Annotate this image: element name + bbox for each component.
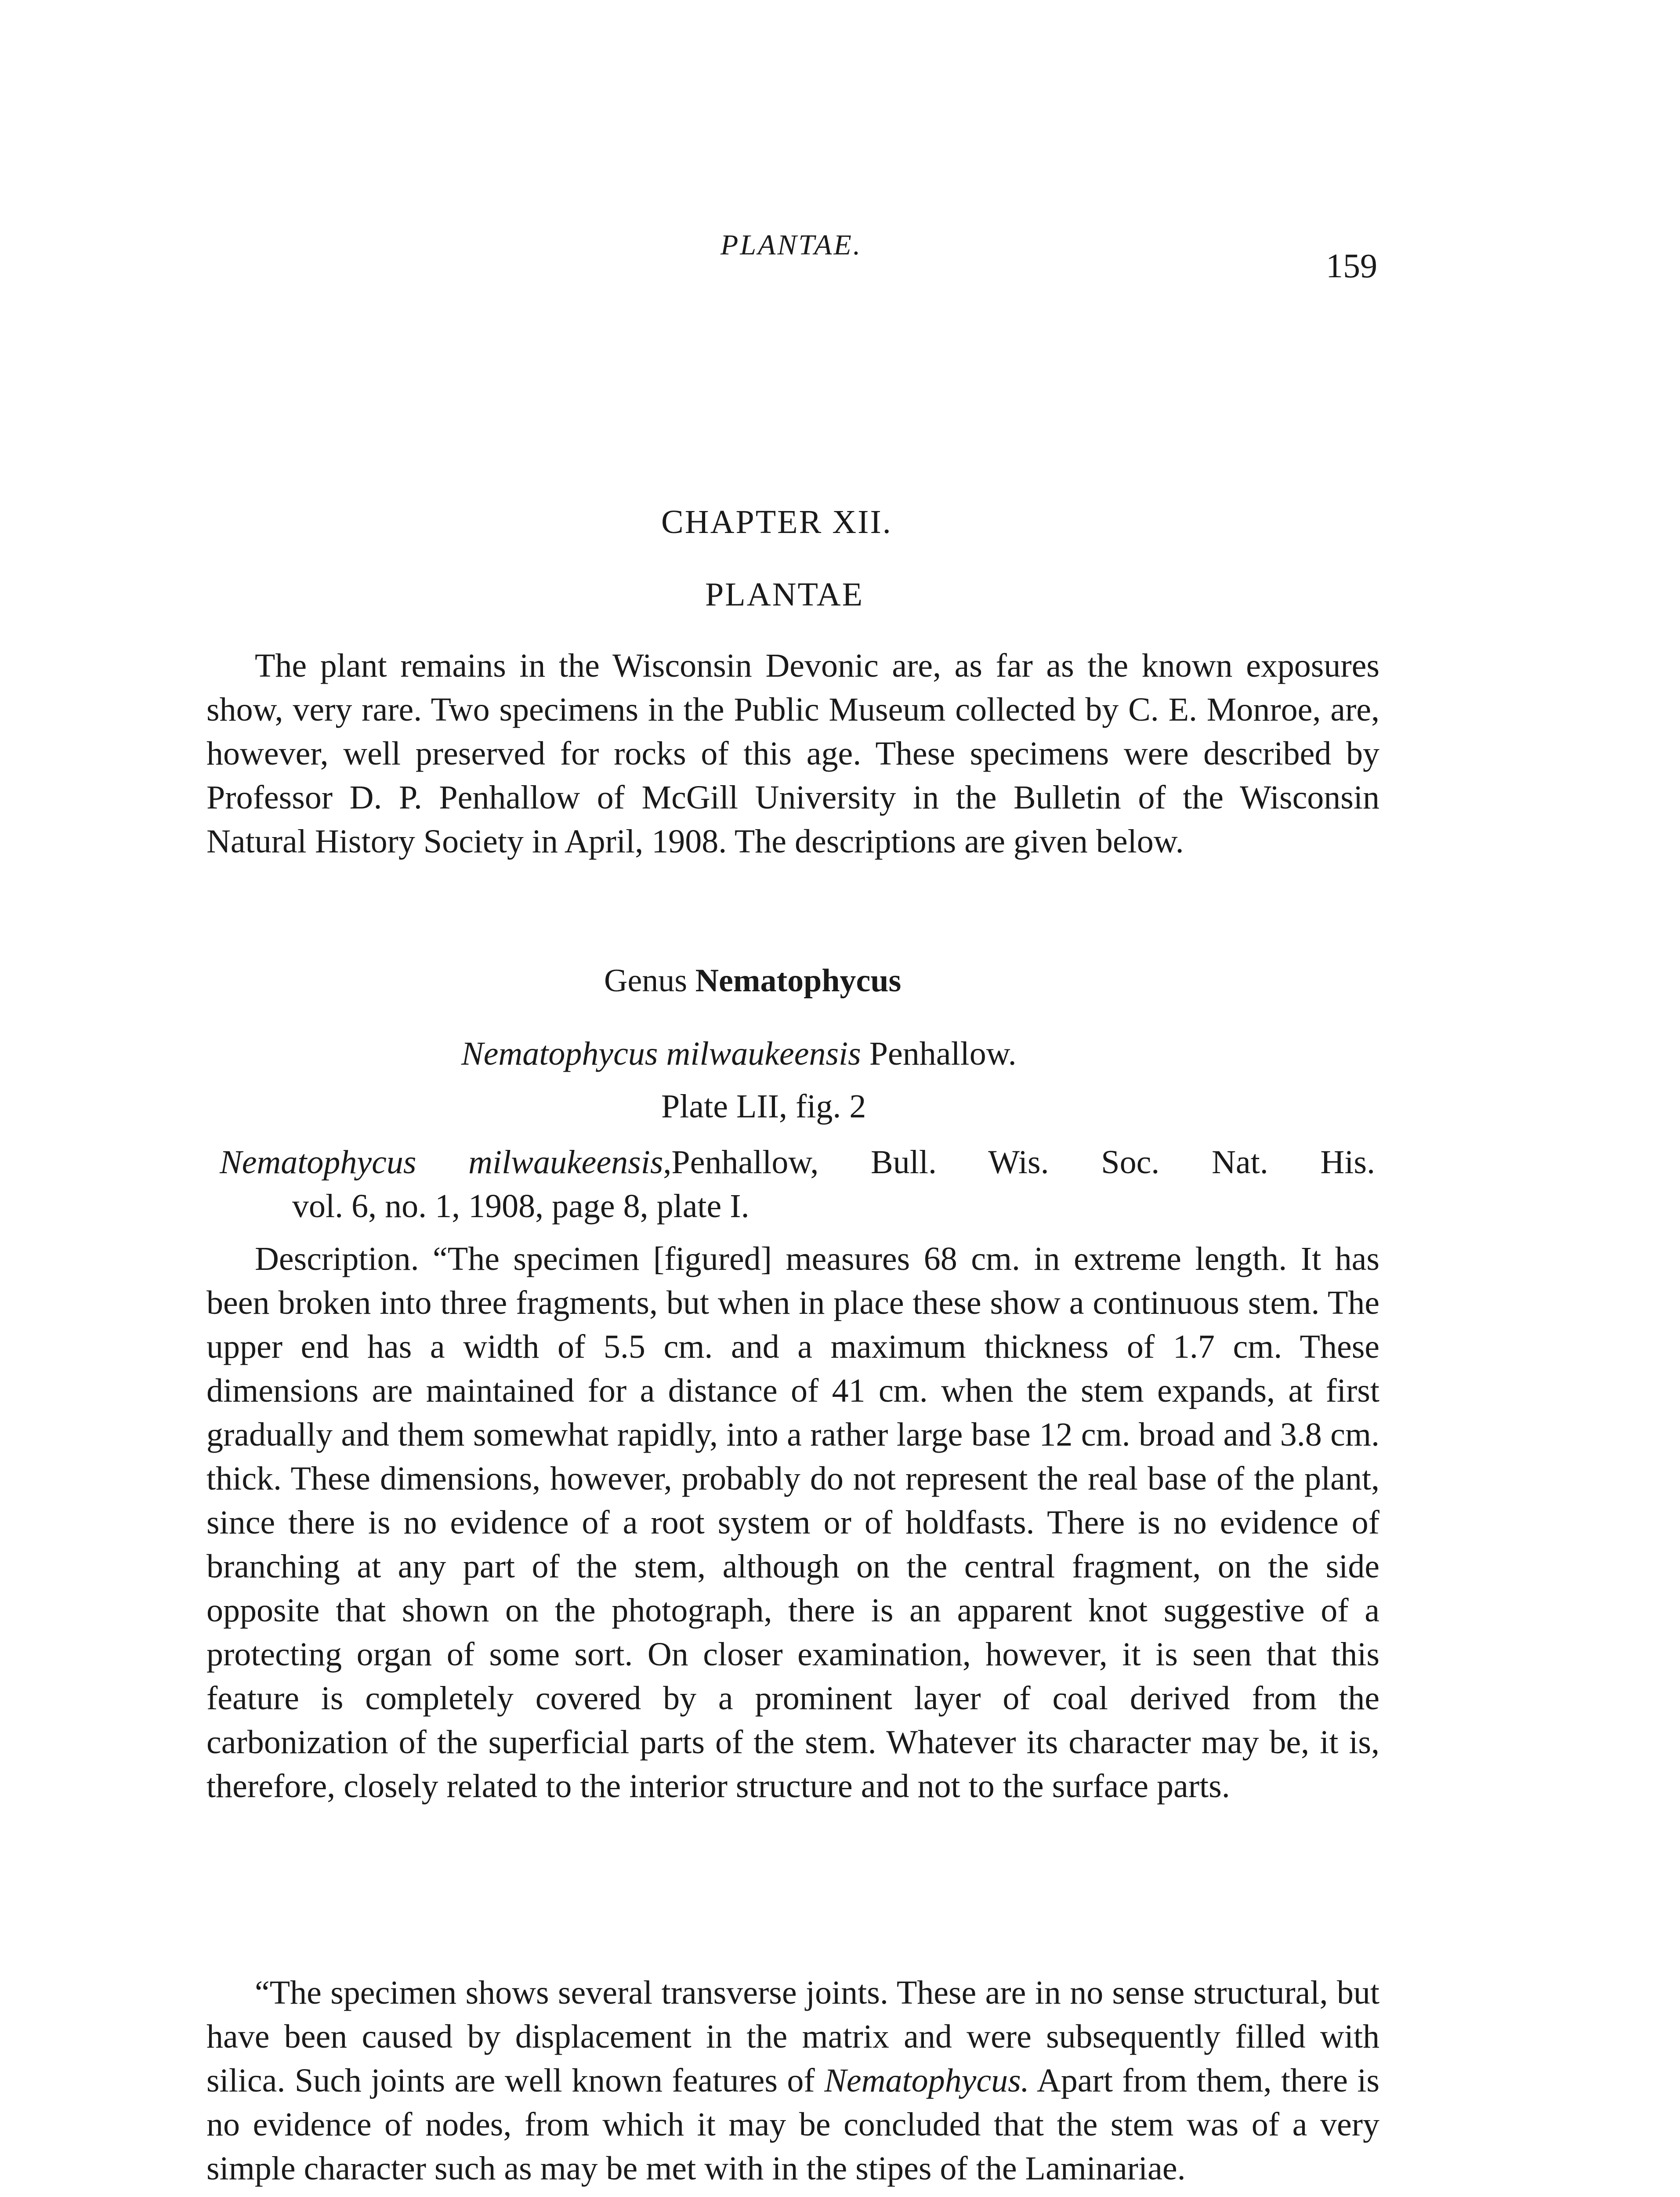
genus-prefix: Genus [604, 963, 688, 999]
page-number: 159 [1326, 247, 1377, 285]
joints-paragraph [206, 1971, 1379, 2190]
description-section [206, 1237, 1379, 1808]
species-heading [461, 1035, 1017, 1073]
joints-genus-italic: Nematophycus. [824, 2062, 1029, 2099]
joints-section [206, 1971, 1379, 2190]
joints-text-before: “The specimen shows several transverse joints. These are in no sense structural, but have been caused by displacement in the matrix and were subsequently filled with silica. Such joints are well known features of [206, 1974, 1379, 2099]
genus-heading [604, 962, 901, 1000]
joints-text-after: Apart from them, there is no evidence of nodes, from which it may be concluded that the stem was of a very simple character such as may be met with in the stipes of the Laminariae. [206, 2062, 1379, 2187]
citation-line-2: vol. 6, no. 1, 1908, page 8, plate I. [292, 1188, 749, 1225]
description-paragraph: Description. “The specimen [figured] measures 68 cm. in extreme length. It has been broken into three fragments, but when in place these show a continuous stem. The upper end has a width of 5.5 cm. and a maximum thickness of 1.7 cm. These dimensions are maintained for a distance of 41 cm. when the stem expands, at first gradually and them somewhat rapidly, into a rather large base 12 cm. broad and 3.8 cm. thick. These dimensions, however, probably do not represent the real base of the plant, since there is no evidence of a root system or of holdfasts. There is no evidence of branching at any part of the stem, although on the central fragment, on the side opposite that shown on the photograph, there is an apparent knot suggestive of a protecting organ of some sort. On closer examination, however, it is seen that this feature is completely covered by a prominent layer of coal derived from the carbonization of the superficial parts of the stem. Whatever its character may be, it is, therefore, closely related to the interior structure and not to the surface parts. [206, 1240, 1379, 1805]
chapter-title: PLANTAE [705, 576, 864, 613]
species-author: Penhallow. [869, 1035, 1017, 1072]
intro-section [206, 644, 1379, 863]
citation-source: ,Penhallow, Bull. Wis. Soc. Nat. His. [663, 1144, 1375, 1181]
species-name: Nematophycus milwaukeensis [461, 1035, 861, 1072]
chapter-number: CHAPTER XII. [661, 504, 892, 540]
citation-line-1 [220, 1140, 1375, 1184]
genus-name: Nematophycus [695, 963, 902, 999]
intro-paragraph: The plant remains in the Wisconsin Devonic are, as far as the known exposures show, very rare. Two specimens in the Public Museum collected by C. E. Monroe, are, however, well preserved for rocks of this age. These specimens were described by Professor D. P. Penhallow of McGill University in the Bulletin of the Wisconsin Natural History Society in April, 1908. The descriptions are given below. [206, 647, 1379, 860]
citation [220, 1140, 1375, 1228]
citation-species-name: Nematophycus milwaukeensis [220, 1144, 663, 1181]
plate-reference: Plate LII, fig. 2 [661, 1088, 866, 1125]
running-head: PLANTAE. [721, 229, 862, 261]
